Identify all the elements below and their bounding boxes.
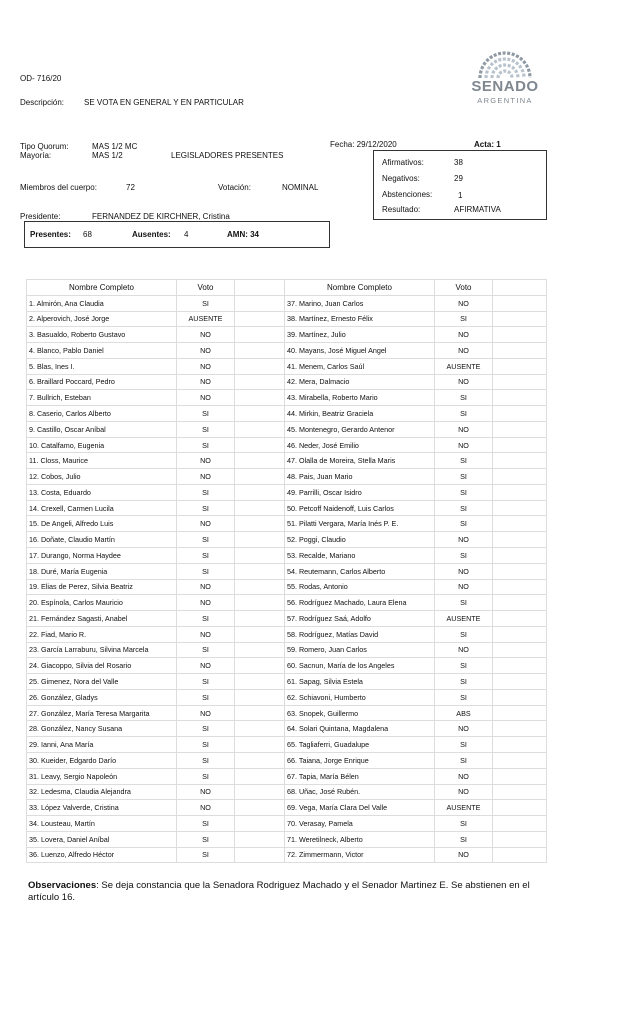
fecha: Fecha: 29/12/2020 [330,140,397,149]
spacer-cell [493,626,547,642]
table-row [27,548,547,564]
table-header-row [27,280,547,296]
spacer-cell [493,721,547,737]
spacer-cell [493,563,547,579]
spacer-cell [235,500,285,516]
senator-name-cell: 5. Blas, Ines I. [27,358,177,374]
table-row [27,737,547,753]
senator-name-cell: 41. Menem, Carlos Saúl [285,358,435,374]
table-row [27,752,547,768]
logo-title: SENADO [471,78,539,95]
vote-cell: NO [177,343,235,359]
senator-name-cell: 27. González, María Teresa Margarita [27,705,177,721]
vote-cell: SI [435,658,493,674]
spacer-cell [235,800,285,816]
table-row [27,831,547,847]
col-name-right: Nombre Completo [285,280,435,296]
afirmativos-label: Afirmativos: [382,158,424,167]
senator-name-cell: 21. Fernández Sagasti, Anabel [27,611,177,627]
vote-cell: SI [177,500,235,516]
senator-name-cell: 15. De Angeli, Alfredo Luis [27,516,177,532]
vote-cell: NO [435,784,493,800]
spacer-cell [493,831,547,847]
spacer-cell [235,358,285,374]
vote-cell: NO [435,295,493,311]
spacer-cell [493,674,547,690]
vote-cell: NO [435,847,493,863]
senator-name-cell: 24. Giacoppo, Silvia del Rosario [27,658,177,674]
senator-name-cell: 47. Olalla de Moreira, Stella Maris [285,453,435,469]
vote-cell: SI [177,295,235,311]
spacer-cell [235,469,285,485]
table-row [27,595,547,611]
senator-name-cell: 28. González, Nancy Susana [27,721,177,737]
senator-name-cell: 64. Solari Quintana, Magdalena [285,721,435,737]
senator-name-cell: 37. Marino, Juan Carlos [285,295,435,311]
vote-cell: NO [177,390,235,406]
afirmativos-value: 38 [454,158,463,167]
senator-name-cell: 59. Romero, Juan Carlos [285,642,435,658]
vote-cell: SI [435,516,493,532]
vote-cell: SI [435,626,493,642]
table-row [27,469,547,485]
spacer-cell [235,816,285,832]
spacer-cell [235,705,285,721]
senator-name-cell: 65. Tagliaferri, Guadalupe [285,737,435,753]
senator-name-cell: 19. Elias de Perez, Silvia Beatriz [27,579,177,595]
vote-cell: NO [435,642,493,658]
table-row [27,484,547,500]
spacer-cell [235,611,285,627]
senator-name-cell: 42. Mera, Dalmacio [285,374,435,390]
vote-cell: SI [177,611,235,627]
senator-name-cell: 16. Doñate, Claudio Martín [27,532,177,548]
vote-cell: SI [435,311,493,327]
senator-name-cell: 4. Blanco, Pablo Daniel [27,343,177,359]
spacer-cell [235,532,285,548]
spacer-cell [493,311,547,327]
vote-cell: SI [177,737,235,753]
table-row [27,295,547,311]
spacer-cell [493,437,547,453]
senator-name-cell: 22. Fiad, Mario R. [27,626,177,642]
vote-cell: NO [177,516,235,532]
table-row [27,532,547,548]
senator-name-cell: 1. Almirón, Ana Claudia [27,295,177,311]
senator-name-cell: 26. González, Gladys [27,689,177,705]
spacer-cell [235,453,285,469]
table-row [27,358,547,374]
spacer-cell [235,658,285,674]
table-row [27,500,547,516]
presidente-label: Presidente: [20,212,61,221]
table-row [27,674,547,690]
table-row [27,516,547,532]
senator-name-cell: 50. Petcoff Naidenoff, Luis Carlos [285,500,435,516]
vote-cell: NO [435,579,493,595]
senator-name-cell: 53. Recalde, Mariano [285,548,435,564]
senator-name-cell: 39. Martínez, Julio [285,327,435,343]
spacer-cell [235,280,285,296]
table-row [27,406,547,422]
spacer-cell [235,437,285,453]
miembros-label: Miembros del cuerpo: [20,183,97,192]
senator-name-cell: 69. Vega, María Clara Del Valle [285,800,435,816]
spacer-cell [493,579,547,595]
table-row [27,437,547,453]
table-row [27,563,547,579]
table-row [27,390,547,406]
spacer-cell [493,295,547,311]
vote-cell: NO [177,374,235,390]
spacer-cell [235,768,285,784]
spacer-cell [493,484,547,500]
senator-name-cell: 35. Lovera, Daniel Aníbal [27,831,177,847]
mayoria-value: MAS 1/2 [92,151,123,160]
observaciones-label: Observaciones [28,880,97,891]
spacer-cell [493,390,547,406]
vote-cell: SI [177,532,235,548]
presidente-value: FERNANDEZ DE KIRCHNER, Cristina [92,212,230,221]
ausentes-label: Ausentes: [132,230,171,239]
vote-cell: NO [435,343,493,359]
attendance-box [24,221,330,248]
vote-cell: SI [177,548,235,564]
abstenciones-label: Abstenciones: [382,190,433,199]
vote-cell: NO [177,469,235,485]
spacer-cell [493,642,547,658]
spacer-cell [235,752,285,768]
table-row [27,642,547,658]
table-row [27,705,547,721]
vote-cell: SI [435,469,493,485]
senator-name-cell: 48. Pais, Juan Mario [285,469,435,485]
spacer-cell [493,611,547,627]
vote-cell: NO [177,784,235,800]
vote-cell: AUSENTE [435,800,493,816]
vote-cell: NO [177,626,235,642]
observaciones-text: : Se deja constancia que la Senadora Rodriguez Machado y el Senador Martinez E. Se abstienen en el artículo 16. [28,880,530,903]
senator-name-cell: 14. Crexell, Carmen Lucila [27,500,177,516]
table-row [27,800,547,816]
senator-name-cell: 13. Costa, Eduardo [27,484,177,500]
spacer-cell [235,847,285,863]
spacer-cell [493,658,547,674]
spacer-cell [235,390,285,406]
logo-subtitle: ARGENTINA [477,96,533,105]
spacer-cell [493,374,547,390]
senator-name-cell: 25. Gimenez, Nora del Valle [27,674,177,690]
spacer-cell [235,421,285,437]
senator-name-cell: 46. Neder, José Emilio [285,437,435,453]
vote-cell: SI [435,674,493,690]
senator-name-cell: 57. Rodríguez Saá, Adolfo [285,611,435,627]
vote-cell: NO [435,327,493,343]
spacer-cell [493,847,547,863]
vote-cell: NO [177,327,235,343]
vote-cell: SI [177,421,235,437]
spacer-cell [235,311,285,327]
vote-cell: SI [177,563,235,579]
negativos-value: 29 [454,174,463,183]
table-row [27,658,547,674]
vote-cell: SI [435,453,493,469]
votacion-label: Votación: [218,183,251,192]
senator-name-cell: 49. Parrilli, Oscar Isidro [285,484,435,500]
spacer-cell [235,831,285,847]
spacer-cell [235,484,285,500]
spacer-cell [235,737,285,753]
description-value: SE VOTA EN GENERAL Y EN PARTICULAR [84,98,244,107]
table-row [27,453,547,469]
spacer-cell [235,642,285,658]
resultado-label: Resultado: [382,205,421,214]
vote-cell: NO [177,658,235,674]
table-row [27,689,547,705]
tipo-quorum-label: Tipo Quorum: [20,142,69,151]
spacer-cell [235,516,285,532]
vote-cell: SI [435,831,493,847]
vote-cell: SI [435,390,493,406]
senator-name-cell: 40. Mayans, José Miguel Angel [285,343,435,359]
vote-cell: SI [435,752,493,768]
vote-cell: SI [435,484,493,500]
senator-name-cell: 43. Mirabella, Roberto Mario [285,390,435,406]
spacer-cell [235,626,285,642]
spacer-cell [493,343,547,359]
spacer-cell [235,689,285,705]
table-row [27,421,547,437]
spacer-cell [493,816,547,832]
vote-cell: NO [435,437,493,453]
vote-cell: SI [177,831,235,847]
senator-name-cell: 6. Braillard Poccard, Pedro [27,374,177,390]
senator-name-cell: 52. Poggi, Claudio [285,532,435,548]
vote-cell: NO [435,768,493,784]
table-row [27,311,547,327]
spacer-cell [493,705,547,721]
vote-cell: NO [177,705,235,721]
spacer-cell [493,800,547,816]
spacer-cell [235,374,285,390]
table-row [27,327,547,343]
resultado-value: AFIRMATIVA [454,205,501,214]
spacer-cell [493,500,547,516]
senator-name-cell: 11. Closs, Maurice [27,453,177,469]
spacer-cell [493,406,547,422]
senado-dome-icon [464,48,546,82]
senator-name-cell: 63. Snopek, Guillermo [285,705,435,721]
table-row [27,721,547,737]
vote-cell: NO [435,421,493,437]
vote-cell: NO [435,532,493,548]
senator-name-cell: 31. Leavy, Sergio Napoleón [27,768,177,784]
vote-cell: SI [435,816,493,832]
table-row [27,343,547,359]
tipo-quorum-value: MAS 1/2 MC [92,142,138,151]
senator-name-cell: 29. Ianni, Ana María [27,737,177,753]
mayoria-label: Mayoría: [20,151,52,160]
senator-name-cell: 70. Verasay, Pamela [285,816,435,832]
senator-name-cell: 55. Rodas, Antonio [285,579,435,595]
senator-name-cell: 44. Mirkin, Beatriz Graciela [285,406,435,422]
vote-cell: SI [177,816,235,832]
senado-logo [464,48,546,108]
spacer-cell [493,516,547,532]
vote-cell: NO [177,579,235,595]
amn: AMN: 34 [227,230,260,239]
senator-name-cell: 18. Duré, María Eugenia [27,563,177,579]
spacer-cell [235,548,285,564]
spacer-cell [493,453,547,469]
table-row [27,626,547,642]
senator-name-cell: 60. Sacnun, María de los Angeles [285,658,435,674]
votes-table [26,279,547,863]
col-name-left: Nombre Completo [27,280,177,296]
vote-cell: SI [177,847,235,863]
senator-name-cell: 56. Rodríguez Machado, Laura Elena [285,595,435,611]
spacer-cell [235,295,285,311]
acta: Acta: 1 [474,140,501,149]
senator-name-cell: 45. Montenegro, Gerardo Antenor [285,421,435,437]
observaciones [28,880,548,904]
senator-name-cell: 9. Castillo, Oscar Aníbal [27,421,177,437]
spacer-cell [235,674,285,690]
vote-cell: SI [177,689,235,705]
spacer-cell [493,595,547,611]
senator-name-cell: 62. Schiavoni, Humberto [285,689,435,705]
table-row [27,847,547,863]
spacer-cell [235,563,285,579]
vote-cell: NO [435,374,493,390]
senator-name-cell: 33. López Valverde, Cristina [27,800,177,816]
spacer-cell [493,532,547,548]
votacion-value: NOMINAL [282,183,319,192]
vote-cell: AUSENTE [435,358,493,374]
col-vote-right: Voto [435,280,493,296]
vote-cell: SI [177,674,235,690]
spacer-cell [493,469,547,485]
vote-cell: SI [177,484,235,500]
spacer-cell [493,752,547,768]
abstenciones-value: 1 [458,191,463,200]
spacer-cell [235,343,285,359]
senator-name-cell: 7. Bullrich, Esteban [27,390,177,406]
senator-name-cell: 10. Catalfamo, Eugenia [27,437,177,453]
vote-cell: AUSENTE [177,311,235,327]
senator-name-cell: 3. Basualdo, Roberto Gustavo [27,327,177,343]
col-vote-left: Voto [177,280,235,296]
senator-name-cell: 20. Espínola, Carlos Mauricio [27,595,177,611]
senator-name-cell: 58. Rodríguez, Matías David [285,626,435,642]
vote-cell: NO [435,563,493,579]
vote-cell: NO [435,721,493,737]
senator-name-cell: 17. Durango, Norma Haydee [27,548,177,564]
spacer-cell [493,784,547,800]
vote-cell: ABS [435,705,493,721]
vote-cell: SI [177,406,235,422]
senator-name-cell: 23. García Larraburu, Silvina Marcela [27,642,177,658]
vote-cell: NO [177,595,235,611]
senator-name-cell: 72. Zimmermann, Victor [285,847,435,863]
spacer-cell [235,406,285,422]
senator-name-cell: 38. Martínez, Ernesto Félix [285,311,435,327]
ausentes-value: 4 [184,230,189,239]
spacer-cell [235,579,285,595]
senator-name-cell: 36. Luenzo, Alfredo Héctor [27,847,177,863]
senator-name-cell: 66. Taiana, Jorge Enrique [285,752,435,768]
senator-name-cell: 8. Caserio, Carlos Alberto [27,406,177,422]
senator-name-cell: 67. Tapia, María Bélen [285,768,435,784]
senator-name-cell: 2. Alperovich, José Jorge [27,311,177,327]
vote-cell: NO [177,453,235,469]
spacer-cell [493,689,547,705]
senator-name-cell: 32. Ledesma, Claudia Alejandra [27,784,177,800]
vote-cell: NO [177,800,235,816]
vote-cell: AUSENTE [435,611,493,627]
vote-cell: SI [177,642,235,658]
presentes-value: 68 [83,230,92,239]
senator-name-cell: 12. Cobos, Julio [27,469,177,485]
spacer-cell [235,784,285,800]
presentes-label: Presentes: [30,230,71,239]
doc-number: OD- 716/20 [20,74,62,83]
table-row [27,374,547,390]
spacer-cell [235,327,285,343]
spacer-cell [493,421,547,437]
table-row [27,579,547,595]
table-row [27,611,547,627]
vote-cell: SI [435,689,493,705]
senator-name-cell: 68. Uñac, José Rubén. [285,784,435,800]
vote-cell: SI [435,737,493,753]
spacer-cell [235,721,285,737]
vote-cell: SI [435,406,493,422]
senator-name-cell: 34. Lousteau, Martín [27,816,177,832]
vote-cell: SI [177,437,235,453]
vote-cell: SI [177,752,235,768]
spacer-cell [235,595,285,611]
table-row [27,768,547,784]
vote-cell: SI [177,768,235,784]
vote-cell: SI [435,595,493,611]
spacer-cell [493,737,547,753]
spacer-cell [493,768,547,784]
miembros-value: 72 [126,183,135,192]
results-box [373,150,547,220]
senator-name-cell: 30. Kueider, Edgardo Darío [27,752,177,768]
negativos-label: Negativos: [382,174,420,183]
senator-name-cell: 61. Sapag, Silvia Estela [285,674,435,690]
vote-cell: NO [177,358,235,374]
table-row [27,816,547,832]
spacer-cell [493,358,547,374]
spacer-cell [493,327,547,343]
senator-name-cell: 51. Pilatti Vergara, María Inés P. E. [285,516,435,532]
table-row [27,784,547,800]
senator-name-cell: 54. Reutemann, Carlos Alberto [285,563,435,579]
senator-name-cell: 71. Weretilneck, Alberto [285,831,435,847]
spacer-cell [493,280,547,296]
spacer-cell [493,548,547,564]
description-label: Descripción: [20,98,65,107]
legisladores-presentes: LEGISLADORES PRESENTES [171,151,284,160]
vote-cell: SI [435,500,493,516]
vote-cell: SI [435,548,493,564]
vote-cell: SI [177,721,235,737]
